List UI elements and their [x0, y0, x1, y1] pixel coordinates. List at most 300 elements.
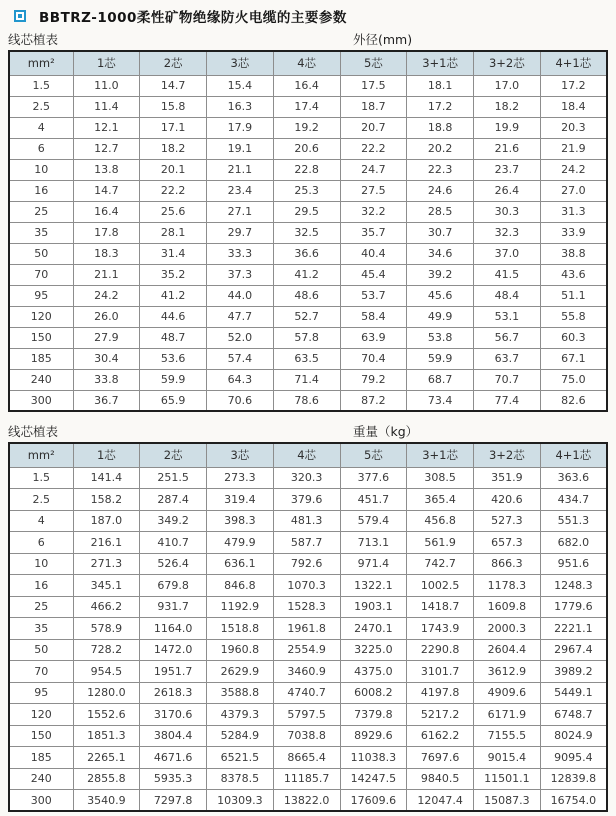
value-cell: 44.0 — [207, 285, 274, 306]
value-cell: 9015.4 — [474, 747, 541, 769]
value-cell: 16.4 — [273, 75, 340, 96]
value-cell: 40.4 — [340, 243, 407, 264]
size-cell: 120 — [9, 704, 73, 726]
value-cell: 45.4 — [340, 264, 407, 285]
value-cell: 4740.7 — [273, 682, 340, 704]
column-header: 2芯 — [140, 443, 207, 467]
value-cell: 1779.6 — [540, 596, 607, 618]
value-cell: 20.3 — [540, 117, 607, 138]
table-row — [9, 138, 607, 159]
column-header: 4+1芯 — [540, 443, 607, 467]
value-cell: 1164.0 — [140, 618, 207, 640]
size-cell: 240 — [9, 369, 73, 390]
value-cell: 3588.8 — [207, 682, 274, 704]
value-cell: 43.6 — [540, 264, 607, 285]
value-cell: 561.9 — [407, 532, 474, 554]
table-row — [9, 489, 607, 511]
page-title-row — [8, 8, 608, 24]
value-cell: 37.3 — [207, 264, 274, 285]
value-cell: 742.7 — [407, 553, 474, 575]
value-cell: 57.8 — [273, 327, 340, 348]
size-cell: 95 — [9, 682, 73, 704]
table-row — [9, 790, 607, 812]
column-header: 3+1芯 — [407, 443, 474, 467]
weight-label-row — [8, 423, 608, 440]
value-cell: 70.6 — [207, 390, 274, 411]
size-cell: 50 — [9, 639, 73, 661]
value-cell: 587.7 — [273, 532, 340, 554]
table-row — [9, 201, 607, 222]
value-cell: 2000.3 — [474, 618, 541, 640]
value-cell: 21.1 — [73, 264, 140, 285]
table-row — [9, 596, 607, 618]
size-cell: 16 — [9, 575, 73, 597]
value-cell: 1418.7 — [407, 596, 474, 618]
value-cell: 26.4 — [474, 180, 541, 201]
value-cell: 34.6 — [407, 243, 474, 264]
value-cell: 59.9 — [407, 348, 474, 369]
table-row — [9, 725, 607, 747]
column-header: 1芯 — [73, 443, 140, 467]
value-cell: 33.9 — [540, 222, 607, 243]
table-row — [9, 159, 607, 180]
value-cell: 25.6 — [140, 201, 207, 222]
page-title: BBTRZ-1000柔性矿物绝缘防火电缆的主要参数 — [39, 10, 347, 26]
value-cell: 8929.6 — [340, 725, 407, 747]
value-cell: 1070.3 — [273, 575, 340, 597]
value-cell: 1743.9 — [407, 618, 474, 640]
core-spec-label: 线芯植表 — [8, 424, 59, 439]
square-bullet-icon — [14, 10, 26, 22]
value-cell: 33.3 — [207, 243, 274, 264]
value-cell: 24.6 — [407, 180, 474, 201]
value-cell: 11185.7 — [273, 768, 340, 790]
value-cell: 41.2 — [273, 264, 340, 285]
table-row — [9, 180, 607, 201]
value-cell: 28.5 — [407, 201, 474, 222]
value-cell: 48.7 — [140, 327, 207, 348]
value-cell: 68.7 — [407, 369, 474, 390]
value-cell: 32.3 — [474, 222, 541, 243]
column-header: 4+1芯 — [540, 51, 607, 75]
value-cell: 479.9 — [207, 532, 274, 554]
value-cell: 17.2 — [407, 96, 474, 117]
value-cell: 17609.6 — [340, 790, 407, 812]
table-row — [9, 75, 607, 96]
size-cell: 6 — [9, 532, 73, 554]
size-cell: 1.5 — [9, 75, 73, 96]
value-cell: 7697.6 — [407, 747, 474, 769]
table-row — [9, 243, 607, 264]
value-cell: 82.6 — [540, 390, 607, 411]
value-cell: 931.7 — [140, 596, 207, 618]
outer-diameter-unit-label: 外径(mm) — [353, 32, 413, 47]
value-cell: 5449.1 — [540, 682, 607, 704]
value-cell: 35.2 — [140, 264, 207, 285]
value-cell: 22.2 — [140, 180, 207, 201]
value-cell: 29.5 — [273, 201, 340, 222]
value-cell: 4375.0 — [340, 661, 407, 683]
value-cell: 1961.8 — [273, 618, 340, 640]
value-cell: 2604.4 — [474, 639, 541, 661]
value-cell: 1192.9 — [207, 596, 274, 618]
table-row — [9, 553, 607, 575]
table-row — [9, 768, 607, 790]
value-cell: 320.3 — [273, 467, 340, 489]
value-cell: 273.3 — [207, 467, 274, 489]
value-cell: 71.4 — [273, 369, 340, 390]
outer-diameter-section — [8, 31, 608, 412]
weight-unit-label: 重量（kg） — [353, 424, 419, 439]
size-cell: 185 — [9, 348, 73, 369]
size-cell: 240 — [9, 768, 73, 790]
value-cell: 63.9 — [340, 327, 407, 348]
value-cell: 32.2 — [340, 201, 407, 222]
column-header: 3+2芯 — [474, 51, 541, 75]
table-row — [9, 639, 607, 661]
size-cell: 70 — [9, 264, 73, 285]
value-cell: 12.1 — [73, 117, 140, 138]
value-cell: 1851.3 — [73, 725, 140, 747]
value-cell: 20.7 — [340, 117, 407, 138]
value-cell: 70.4 — [340, 348, 407, 369]
column-header: 1芯 — [73, 51, 140, 75]
value-cell: 17.9 — [207, 117, 274, 138]
value-cell: 2855.8 — [73, 768, 140, 790]
value-cell: 579.4 — [340, 510, 407, 532]
value-cell: 41.2 — [140, 285, 207, 306]
value-cell: 410.7 — [140, 532, 207, 554]
core-spec-label: 线芯植表 — [8, 32, 59, 47]
value-cell: 1322.1 — [340, 575, 407, 597]
value-cell: 1518.8 — [207, 618, 274, 640]
value-cell: 11.0 — [73, 75, 140, 96]
value-cell: 682.0 — [540, 532, 607, 554]
value-cell: 26.0 — [73, 306, 140, 327]
value-cell: 451.7 — [340, 489, 407, 511]
value-cell: 3612.9 — [474, 661, 541, 683]
value-cell: 3460.9 — [273, 661, 340, 683]
value-cell: 434.7 — [540, 489, 607, 511]
value-cell: 4379.3 — [207, 704, 274, 726]
value-cell: 49.9 — [407, 306, 474, 327]
value-cell: 3101.7 — [407, 661, 474, 683]
value-cell: 187.0 — [73, 510, 140, 532]
table-row — [9, 327, 607, 348]
value-cell: 14247.5 — [340, 768, 407, 790]
value-cell: 1951.7 — [140, 661, 207, 683]
value-cell: 65.9 — [140, 390, 207, 411]
value-cell: 19.1 — [207, 138, 274, 159]
size-cell: 70 — [9, 661, 73, 683]
value-cell: 13822.0 — [273, 790, 340, 812]
value-cell: 30.7 — [407, 222, 474, 243]
value-cell: 6521.5 — [207, 747, 274, 769]
outer-diameter-label-row — [8, 31, 608, 48]
table-row — [9, 222, 607, 243]
value-cell: 526.4 — [140, 553, 207, 575]
value-cell: 17.8 — [73, 222, 140, 243]
value-cell: 78.6 — [273, 390, 340, 411]
value-cell: 1178.3 — [474, 575, 541, 597]
value-cell: 16.4 — [73, 201, 140, 222]
value-cell: 56.7 — [474, 327, 541, 348]
column-header: 3+1芯 — [407, 51, 474, 75]
value-cell: 363.6 — [540, 467, 607, 489]
value-cell: 287.4 — [140, 489, 207, 511]
table-row — [9, 390, 607, 411]
value-cell: 636.1 — [207, 553, 274, 575]
value-cell: 28.1 — [140, 222, 207, 243]
value-cell: 349.2 — [140, 510, 207, 532]
column-header: mm² — [9, 443, 73, 467]
value-cell: 33.8 — [73, 369, 140, 390]
size-cell: 120 — [9, 306, 73, 327]
value-cell: 51.1 — [540, 285, 607, 306]
value-cell: 3225.0 — [340, 639, 407, 661]
value-cell: 792.6 — [273, 553, 340, 575]
value-cell: 16.3 — [207, 96, 274, 117]
size-cell: 300 — [9, 790, 73, 812]
value-cell: 2629.9 — [207, 661, 274, 683]
table-row — [9, 661, 607, 683]
value-cell: 351.9 — [474, 467, 541, 489]
size-cell: 150 — [9, 725, 73, 747]
value-cell: 35.7 — [340, 222, 407, 243]
value-cell: 398.3 — [207, 510, 274, 532]
value-cell: 18.3 — [73, 243, 140, 264]
column-header: 3+2芯 — [474, 443, 541, 467]
value-cell: 2618.3 — [140, 682, 207, 704]
column-header: 3芯 — [207, 443, 274, 467]
value-cell: 466.2 — [73, 596, 140, 618]
table-row — [9, 575, 607, 597]
value-cell: 32.5 — [273, 222, 340, 243]
value-cell: 9840.5 — [407, 768, 474, 790]
value-cell: 15087.3 — [474, 790, 541, 812]
value-cell: 22.3 — [407, 159, 474, 180]
square-bullet-icon-ring — [16, 12, 24, 20]
value-cell: 271.3 — [73, 553, 140, 575]
value-cell: 19.9 — [474, 117, 541, 138]
value-cell: 971.4 — [340, 553, 407, 575]
size-cell: 10 — [9, 553, 73, 575]
value-cell: 87.2 — [340, 390, 407, 411]
value-cell: 11501.1 — [474, 768, 541, 790]
table-row — [9, 618, 607, 640]
value-cell: 4671.6 — [140, 747, 207, 769]
value-cell: 8378.5 — [207, 768, 274, 790]
value-cell: 45.6 — [407, 285, 474, 306]
value-cell: 13.8 — [73, 159, 140, 180]
value-cell: 21.9 — [540, 138, 607, 159]
value-cell: 18.2 — [140, 138, 207, 159]
value-cell: 20.1 — [140, 159, 207, 180]
value-cell: 216.1 — [73, 532, 140, 554]
value-cell: 17.4 — [273, 96, 340, 117]
value-cell: 7297.8 — [140, 790, 207, 812]
column-header: mm² — [9, 51, 73, 75]
value-cell: 10309.3 — [207, 790, 274, 812]
value-cell: 1280.0 — [73, 682, 140, 704]
value-cell: 345.1 — [73, 575, 140, 597]
value-cell: 11.4 — [73, 96, 140, 117]
value-cell: 30.3 — [474, 201, 541, 222]
value-cell: 16754.0 — [540, 790, 607, 812]
table-row — [9, 117, 607, 138]
value-cell: 2265.1 — [73, 747, 140, 769]
value-cell: 527.3 — [474, 510, 541, 532]
value-cell: 1552.6 — [73, 704, 140, 726]
value-cell: 27.1 — [207, 201, 274, 222]
column-header: 4芯 — [273, 51, 340, 75]
value-cell: 27.0 — [540, 180, 607, 201]
value-cell: 6171.9 — [474, 704, 541, 726]
value-cell: 551.3 — [540, 510, 607, 532]
value-cell: 17.5 — [340, 75, 407, 96]
size-cell: 50 — [9, 243, 73, 264]
value-cell: 12047.4 — [407, 790, 474, 812]
value-cell: 58.4 — [340, 306, 407, 327]
value-cell: 15.8 — [140, 96, 207, 117]
value-cell: 1960.8 — [207, 639, 274, 661]
value-cell: 141.4 — [73, 467, 140, 489]
value-cell: 1609.8 — [474, 596, 541, 618]
value-cell: 481.3 — [273, 510, 340, 532]
value-cell: 44.6 — [140, 306, 207, 327]
value-cell: 1248.3 — [540, 575, 607, 597]
weight-section — [8, 423, 608, 812]
value-cell: 70.7 — [474, 369, 541, 390]
value-cell: 57.4 — [207, 348, 274, 369]
value-cell: 60.3 — [540, 327, 607, 348]
header-row — [9, 51, 607, 75]
value-cell: 67.1 — [540, 348, 607, 369]
table-row — [9, 510, 607, 532]
value-cell: 2470.1 — [340, 618, 407, 640]
value-cell: 1528.3 — [273, 596, 340, 618]
value-cell: 23.7 — [474, 159, 541, 180]
header-row — [9, 443, 607, 467]
value-cell: 63.7 — [474, 348, 541, 369]
value-cell: 954.5 — [73, 661, 140, 683]
value-cell: 19.2 — [273, 117, 340, 138]
value-cell: 59.9 — [140, 369, 207, 390]
size-cell: 35 — [9, 222, 73, 243]
size-cell: 10 — [9, 159, 73, 180]
table-row — [9, 532, 607, 554]
value-cell: 77.4 — [474, 390, 541, 411]
value-cell: 3804.4 — [140, 725, 207, 747]
value-cell: 52.7 — [273, 306, 340, 327]
value-cell: 24.7 — [340, 159, 407, 180]
value-cell: 365.4 — [407, 489, 474, 511]
value-cell: 48.6 — [273, 285, 340, 306]
value-cell: 27.9 — [73, 327, 140, 348]
value-cell: 7379.8 — [340, 704, 407, 726]
table-row — [9, 467, 607, 489]
value-cell: 5217.2 — [407, 704, 474, 726]
value-cell: 53.6 — [140, 348, 207, 369]
value-cell: 679.8 — [140, 575, 207, 597]
value-cell: 578.9 — [73, 618, 140, 640]
value-cell: 1002.5 — [407, 575, 474, 597]
value-cell: 47.7 — [207, 306, 274, 327]
value-cell: 11038.3 — [340, 747, 407, 769]
value-cell: 2290.8 — [407, 639, 474, 661]
value-cell: 22.8 — [273, 159, 340, 180]
value-cell: 6748.7 — [540, 704, 607, 726]
value-cell: 379.6 — [273, 489, 340, 511]
value-cell: 158.2 — [73, 489, 140, 511]
value-cell: 25.3 — [273, 180, 340, 201]
value-cell: 4909.6 — [474, 682, 541, 704]
weight-table — [8, 442, 608, 812]
value-cell: 6008.2 — [340, 682, 407, 704]
value-cell: 251.5 — [140, 467, 207, 489]
size-cell: 35 — [9, 618, 73, 640]
value-cell: 18.2 — [474, 96, 541, 117]
value-cell: 53.7 — [340, 285, 407, 306]
value-cell: 8024.9 — [540, 725, 607, 747]
table-row — [9, 747, 607, 769]
value-cell: 18.1 — [407, 75, 474, 96]
size-cell: 2.5 — [9, 96, 73, 117]
column-header: 4芯 — [273, 443, 340, 467]
value-cell: 39.2 — [407, 264, 474, 285]
value-cell: 23.4 — [207, 180, 274, 201]
value-cell: 21.1 — [207, 159, 274, 180]
column-header: 5芯 — [340, 51, 407, 75]
value-cell: 29.7 — [207, 222, 274, 243]
value-cell: 4197.8 — [407, 682, 474, 704]
value-cell: 308.5 — [407, 467, 474, 489]
table-row — [9, 682, 607, 704]
size-cell: 300 — [9, 390, 73, 411]
value-cell: 21.6 — [474, 138, 541, 159]
value-cell: 6162.2 — [407, 725, 474, 747]
size-cell: 2.5 — [9, 489, 73, 511]
table-row — [9, 285, 607, 306]
value-cell: 52.0 — [207, 327, 274, 348]
value-cell: 15.4 — [207, 75, 274, 96]
value-cell: 53.1 — [474, 306, 541, 327]
size-cell: 1.5 — [9, 467, 73, 489]
value-cell: 64.3 — [207, 369, 274, 390]
value-cell: 31.4 — [140, 243, 207, 264]
column-header: 3芯 — [207, 51, 274, 75]
value-cell: 73.4 — [407, 390, 474, 411]
value-cell: 18.4 — [540, 96, 607, 117]
value-cell: 63.5 — [273, 348, 340, 369]
column-header: 5芯 — [340, 443, 407, 467]
value-cell: 951.6 — [540, 553, 607, 575]
value-cell: 17.0 — [474, 75, 541, 96]
value-cell: 657.3 — [474, 532, 541, 554]
table-row — [9, 96, 607, 117]
value-cell: 8665.4 — [273, 747, 340, 769]
value-cell: 36.6 — [273, 243, 340, 264]
value-cell: 53.8 — [407, 327, 474, 348]
value-cell: 14.7 — [73, 180, 140, 201]
value-cell: 7038.8 — [273, 725, 340, 747]
value-cell: 846.8 — [207, 575, 274, 597]
value-cell: 14.7 — [140, 75, 207, 96]
value-cell: 38.8 — [540, 243, 607, 264]
table-row — [9, 306, 607, 327]
table-row — [9, 369, 607, 390]
value-cell: 3170.6 — [140, 704, 207, 726]
